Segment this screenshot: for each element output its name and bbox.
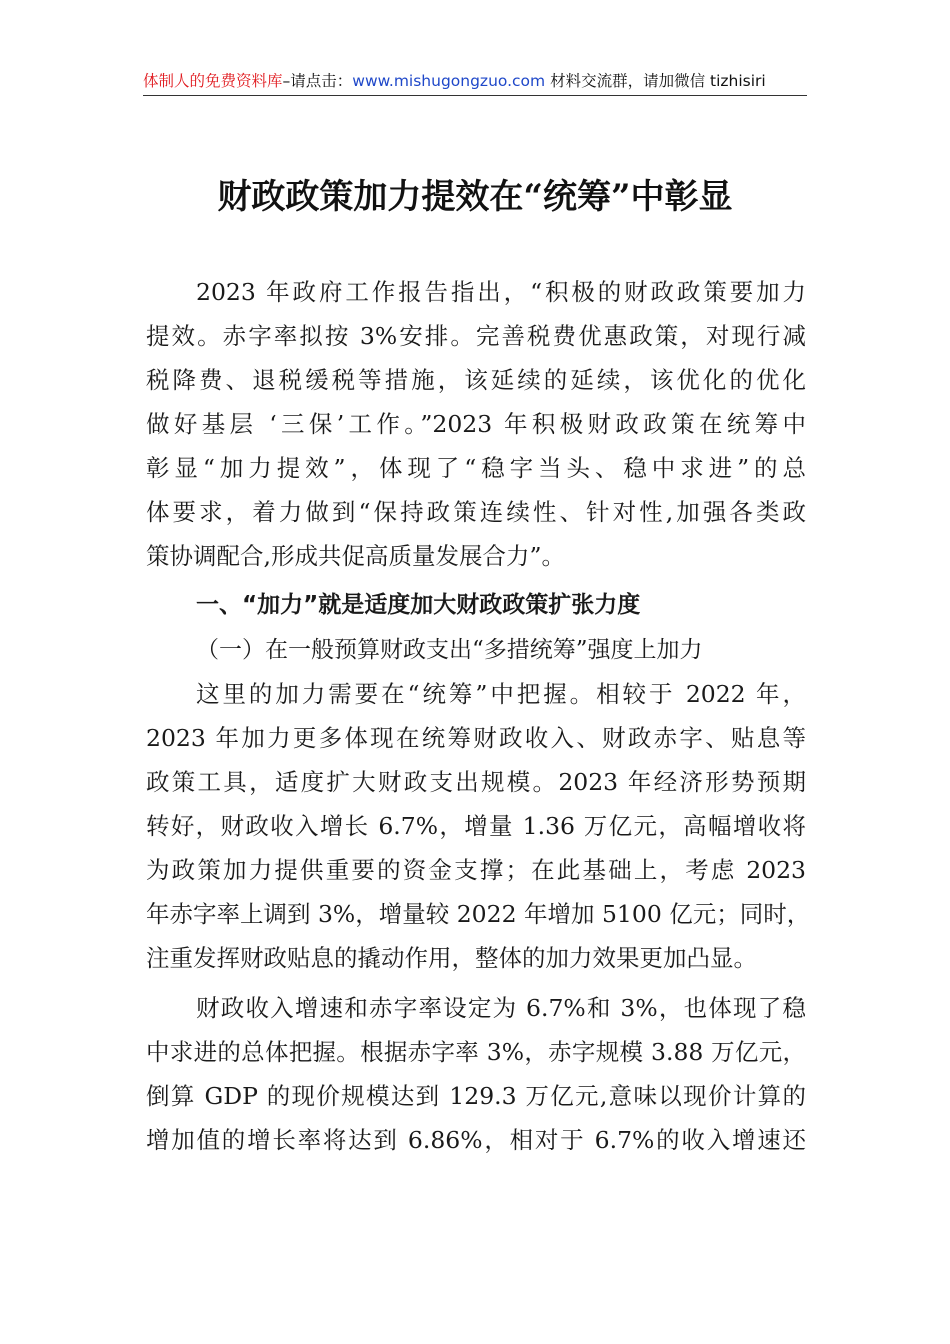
document-title: 财政政策加力提效在“统筹”中彰显 [217,177,733,217]
paragraph-1-line-2: 提效。赤字率拟按 3%安排。完善税费优惠政策，对现行减 [146,322,806,350]
paragraph-1-line-4: 做好基层 ‘三保’工作。”2023 年积极财政政策在统筹中 [146,410,806,438]
paragraph-3-line-2: 中求进的总体把握。根据赤字率 3%，赤字规模 3.88 万亿元， [146,1038,806,1066]
paragraph-3-line-4: 增加值的增长率将达到 6.86%，相对于 6.7%的收入增速还 [146,1126,806,1154]
paragraph-2-line-3: 政策工具，适度扩大财政支出规模。2023 年经济形势预期 [146,768,806,796]
header-tail: 材料交流群，请加微信 tizhisiri [545,72,766,90]
subsection-heading-1: （一）在一般预算财政支出“多措统筹”强度上加力 [196,637,703,663]
paragraph-2-line-2: 2023 年加力更多体现在统筹财政收入、财政赤字、贴息等 [146,724,806,752]
header-prompt: –请点击： [282,72,353,90]
page-header [143,68,807,94]
paragraph-1-line-6: 体要求，着力做到“保持政策连续性、针对性,加强各类政 [146,498,806,526]
paragraph-2-line-4: 转好，财政收入增长 6.7%，增量 1.36 万亿元，高幅增收将 [146,812,806,840]
paragraph-3-line-1: 财政收入增速和赤字率设定为 6.7%和 3%，也体现了稳 [196,994,806,1022]
paragraph-3-line-3: 倒算 GDP 的现价规模达到 129.3 万亿元,意味以现价计算的 [146,1082,806,1110]
header-link[interactable]: www.mishugongzuo.com [352,72,546,90]
paragraph-2-line-5: 为政策加力提供重要的资金支撑；在此基础上，考虑 2023 [146,856,806,884]
header-brand: 体制人的免费资料库 [143,72,283,90]
paragraph-2-line-1: 这里的加力需要在“统筹”中把握。相较于 2022 年， [196,680,806,708]
paragraph-2-line-6: 年赤字率上调到 3%，增量较 2022 年增加 5100 亿元；同时， [146,900,811,928]
paragraph-1-line-1: 2023 年政府工作报告指出，“积极的财政政策要加力 [196,278,806,306]
paragraph-1-line-5: 彰显“加力提效”，体现了“稳字当头、稳中求进”的总 [146,454,806,482]
section-heading-1: 一、“加力”就是适度加大财政政策扩张力度 [196,592,641,618]
paragraph-2-line-7: 注重发挥财政贴息的撬动作用，整体的加力效果更加凸显。 [146,944,757,972]
header-divider [143,95,807,96]
paragraph-1-line-3: 税降费、退税缓税等措施，该延续的延续，该优化的优化 [146,366,806,394]
paragraph-1-line-7: 策协调配合,形成共促高质量发展合力”。 [146,542,565,570]
